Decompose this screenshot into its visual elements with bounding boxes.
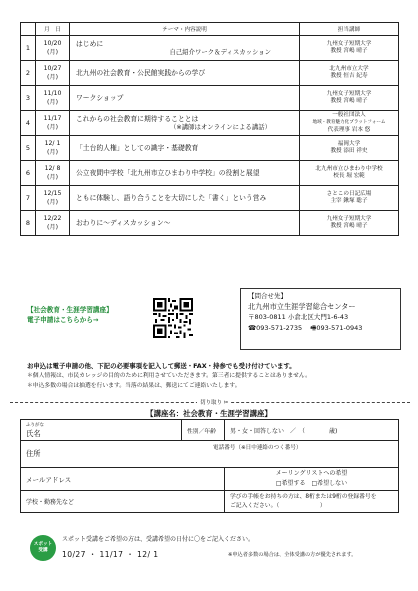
day-value: (月) — [46, 74, 58, 81]
row-date — [36, 161, 70, 186]
table-row — [21, 36, 399, 61]
row-date — [36, 86, 70, 111]
name-label: 氏名 — [26, 428, 41, 438]
mailing-list-cell[interactable] — [225, 468, 399, 491]
school-cell[interactable] — [21, 491, 225, 513]
spot-note: ※申込者多数の場合は、全体受講の方が優先されます。 — [228, 552, 357, 558]
lecturer-line: 北九州市立大学 — [329, 65, 369, 72]
date-value: 10/20 — [43, 40, 62, 47]
spot-dates[interactable]: 10/27 ・ 11/17 ・ 12/ 1 — [62, 550, 159, 559]
header-lecturer: 担当講師 — [300, 23, 399, 36]
row-number: 8 — [21, 211, 36, 236]
date-value: 12/22 — [43, 215, 62, 222]
row-theme — [70, 186, 300, 211]
gender-age-field[interactable]: 男・女・回答しない ／ （ 歳) — [225, 420, 399, 441]
lecturer-line: 教授 添田 祥史 — [330, 148, 368, 154]
theme-title: ともに体験し、語り合うことを大切にした「書く」という営み — [76, 194, 267, 202]
address-label: 住所 — [26, 449, 41, 458]
day-value: (月) — [46, 174, 58, 181]
address-cell[interactable] — [21, 441, 399, 468]
table-row — [21, 111, 399, 136]
lecturer-line: 校長 堀 宏範 — [333, 173, 365, 179]
procedure-text-2: ご記入ください。（ ） — [230, 502, 326, 509]
date-value: 12/ 1 — [44, 140, 61, 147]
date-value: 12/15 — [43, 190, 62, 197]
phone-icon: ☎ — [248, 323, 257, 332]
notes-lottery: ＊申込多数の場合は抽選を行います。当落の結果は、郵送にてご連絡いたします。 — [27, 383, 241, 389]
row-theme — [70, 61, 300, 86]
gender-age-label: 性別／年齢 — [182, 420, 225, 441]
spot-text: スポット受講をご希望の方は、受講希望の日付に〇をご記入ください。 — [62, 536, 255, 543]
date-value: 10/27 — [43, 65, 62, 72]
theme-title: これからの社会教育に期待することとは — [76, 115, 199, 123]
table-row — [21, 86, 399, 111]
school-label: 学校・勤務先など — [26, 499, 75, 506]
day-value: (月) — [46, 99, 58, 106]
row-date — [36, 36, 70, 61]
lecturer-line: さとこの日記広場 — [326, 190, 372, 197]
lecturer-line: 地域・教育魅力化プラットフォーム — [312, 120, 386, 126]
lecturer-line: 一般社団法人 — [332, 111, 366, 118]
row-theme — [70, 136, 300, 161]
theme-title: 「土台的人権」としての識字・基礎教育 — [76, 144, 199, 152]
application-form — [20, 419, 399, 513]
row-lecturer — [300, 186, 399, 211]
row-number: 1 — [21, 36, 36, 61]
schedule-header-row — [21, 23, 399, 36]
cut-label: 切り取り ✂ — [197, 398, 231, 406]
row-number: 2 — [21, 61, 36, 86]
ml-yes-option[interactable]: □希望する — [275, 480, 306, 487]
day-value: (月) — [46, 124, 58, 131]
lecturer-line: 九州女子短期大学 — [326, 90, 372, 97]
contact-box — [240, 288, 401, 350]
theme-title: 北九州の社会教育・公民館実践からの学び — [76, 69, 206, 77]
contact-address: 〒803-0811 小倉北区大門1-6-43 — [248, 313, 349, 321]
table-row — [21, 61, 399, 86]
qr-code[interactable] — [153, 298, 193, 338]
scissors-icon: ✂ — [223, 400, 229, 406]
row-lecturer — [300, 61, 399, 86]
row-lecturer — [300, 111, 399, 136]
lecturer-line: 福岡大学 — [337, 140, 361, 147]
row-theme — [70, 211, 300, 236]
spot-badge-bottom: 受講 — [38, 548, 48, 553]
row-theme — [70, 86, 300, 111]
table-row — [21, 211, 399, 236]
contact-tel: 093-571-2735 — [256, 323, 303, 332]
row-lecturer — [300, 136, 399, 161]
mailing-list-label: メーリングリストへの希望 — [275, 470, 348, 477]
theme-title: おわりに～ディスカッション～ — [76, 219, 171, 227]
date-value: 12/ 8 — [44, 165, 61, 172]
row-lecturer — [300, 211, 399, 236]
notes-main: お申込は電子申請の他、下記の必要事項を記入して郵送・FAX・持参でも受け付けています。 — [27, 362, 296, 370]
row-number: 3 — [21, 86, 36, 111]
row-lecturer — [300, 161, 399, 186]
email-label: メールアドレス — [26, 475, 72, 484]
theme-title: ワークショップ — [76, 94, 124, 102]
table-row — [21, 186, 399, 211]
name-cell[interactable] — [21, 420, 182, 441]
contact-fax: 093-571-0943 — [316, 323, 363, 332]
date-value: 11/10 — [43, 90, 62, 97]
fax-icon: 🖷 — [310, 323, 317, 332]
header-theme: テーマ・内容説明 — [70, 23, 300, 36]
ml-no-option[interactable]: □希望しない — [311, 480, 348, 487]
online-link-text[interactable]: 電子申請はこちらから→ — [27, 316, 99, 324]
table-row — [21, 136, 399, 161]
lecturer-line: 代表理事 岩本 悠 — [327, 126, 371, 133]
procedure-cell[interactable] — [225, 491, 399, 513]
lecturer-line: 教授 宮嶋 晴子 — [330, 48, 368, 54]
notes — [27, 361, 407, 391]
contact-title: 【問合せ先】 — [248, 292, 287, 300]
phone-label: 電話番号（※日中連絡のつく番号） — [213, 445, 302, 451]
row-number: 5 — [21, 136, 36, 161]
row-date — [36, 111, 70, 136]
notes-privacy: ＊個人情報は、市民カレッジの目的のために利用させていただきます。第三者に提供することはありません。 — [27, 373, 311, 379]
day-value: (月) — [46, 49, 58, 56]
row-date — [36, 136, 70, 161]
row-lecturer — [300, 36, 399, 61]
theme-sub: 自己紹介ワーク＆ディスカッション — [169, 48, 271, 56]
date-value: 11/17 — [43, 115, 62, 122]
lecturer-line: 教授 宮嶋 晴子 — [330, 223, 368, 229]
theme-sub: （※講師はオンラインによる講話） — [169, 123, 271, 131]
theme-title: 公立夜間中学校「北九州市立ひまわり中学校」の役割と展望 — [76, 169, 260, 177]
lecturer-line: 教授 恒吉 紀寿 — [330, 73, 368, 79]
row-lecturer — [300, 86, 399, 111]
table-row — [21, 161, 399, 186]
day-value: (月) — [46, 224, 58, 231]
spot-badge — [30, 535, 56, 561]
lecturer-line: 九州女子短期大学 — [326, 215, 372, 222]
lecturer-line: 教授 宮嶋 晴子 — [330, 98, 368, 104]
day-value: (月) — [46, 199, 58, 206]
furigana-label: ふりがな — [26, 422, 44, 428]
contact-org: 北九州市立生涯学習総合センター — [248, 301, 356, 311]
header-no — [21, 23, 36, 36]
row-theme — [70, 111, 300, 136]
row-date — [36, 211, 70, 236]
row-number: 7 — [21, 186, 36, 211]
row-theme — [70, 161, 300, 186]
online-title: 【社会教育・生涯学習講座】 — [27, 306, 113, 314]
form-title: 【講座名：社会教育・生涯学習講座】 — [146, 409, 272, 418]
schedule-table — [20, 22, 399, 236]
spot-badge-top: スポット — [33, 542, 53, 547]
row-theme — [70, 36, 300, 61]
theme-title: はじめに — [76, 40, 104, 48]
day-value: (月) — [46, 149, 58, 156]
procedure-text-1: 学びの手帳をお持ちの方は、8桁または9桁の登録番号を — [230, 493, 377, 500]
email-cell[interactable] — [21, 468, 225, 491]
row-date — [36, 61, 70, 86]
contact-phones — [241, 323, 400, 334]
row-number: 6 — [21, 161, 36, 186]
online-application — [27, 305, 113, 325]
lecturer-line: 九州女子短期大学 — [326, 40, 372, 47]
row-number: 4 — [21, 111, 36, 136]
lecturer-line: 北九州市立ひまわり中学校 — [315, 165, 383, 172]
row-date — [36, 186, 70, 211]
lecturer-line: 主宰 鍬塚 聡子 — [330, 198, 368, 204]
header-date: 月 日 — [36, 23, 70, 36]
